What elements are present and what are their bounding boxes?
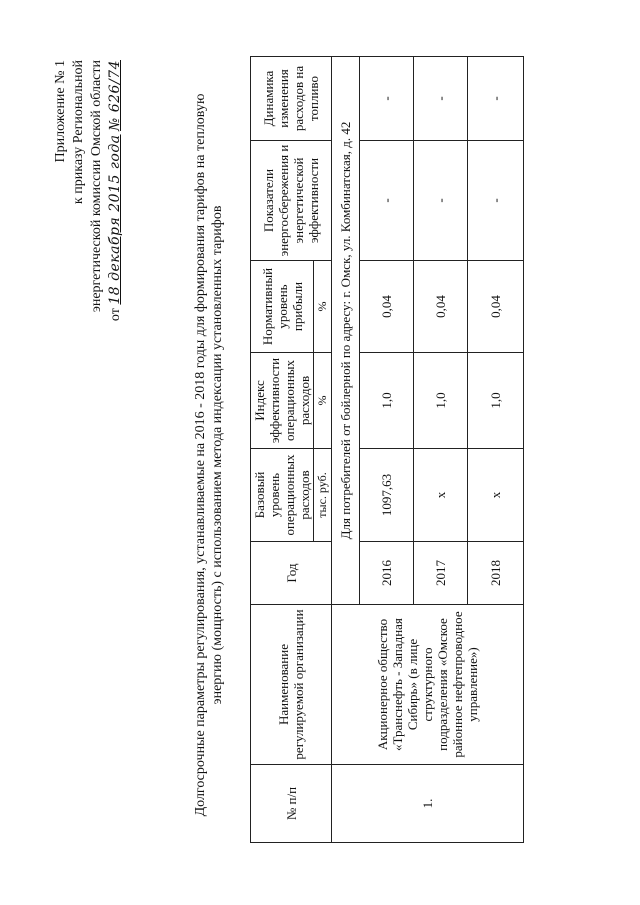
cell-energy: - bbox=[360, 141, 414, 261]
organization-name: Акционерное общество «Транснефть - Западная Сибирь» (в лице структурного подразделения «Омское районное нефтепроводное управление») bbox=[332, 605, 524, 765]
cell-profit: 0,04 bbox=[414, 261, 468, 353]
cell-energy: - bbox=[414, 141, 468, 261]
header-num: № п/п bbox=[251, 765, 332, 843]
annex-line-3: энергетической комиссии Омской области bbox=[89, 60, 104, 313]
cell-base: 1097,63 bbox=[360, 449, 414, 542]
annex-line-2: к приказу Региональной bbox=[71, 60, 86, 205]
cell-base: x bbox=[468, 449, 524, 542]
annex-number-handwritten: № 626/74 bbox=[107, 60, 123, 131]
header-base: Базовый уровень операционных расходов bbox=[251, 449, 314, 542]
unit-index: % bbox=[314, 353, 332, 449]
cell-year: 2017 bbox=[414, 542, 468, 605]
header-org: Наименование регулируемой организации bbox=[251, 605, 332, 765]
annex-title: Приложение № 1 bbox=[53, 60, 68, 163]
row-number: 1. bbox=[332, 765, 524, 843]
header-profit: Нормативный уровень прибыли bbox=[251, 261, 314, 353]
cell-index: 1,0 bbox=[414, 353, 468, 449]
heading-line-2: энергию (мощность) с использованием метода индексации установленных тарифов bbox=[210, 205, 225, 705]
header-fuel: Динамика изменения расходов на топливо bbox=[251, 57, 332, 141]
cell-profit: 0,04 bbox=[360, 261, 414, 353]
cell-fuel: - bbox=[414, 57, 468, 141]
document-heading bbox=[192, 65, 226, 845]
location-row: Для потребителей от бойлерной по адресу: г. Омск, ул. Комбинатская, д. 42 bbox=[332, 57, 360, 605]
cell-profit: 0,04 bbox=[468, 261, 524, 353]
header-energy: Показатели энергосбережения и энергетической эффективности bbox=[251, 141, 332, 261]
annex-from: от bbox=[108, 308, 123, 322]
cell-fuel: - bbox=[360, 57, 414, 141]
header-index: Индекс эффективности операционных расходов bbox=[251, 353, 314, 449]
cell-energy: - bbox=[468, 141, 524, 261]
cell-year: 2018 bbox=[468, 542, 524, 605]
unit-base: тыс. руб. bbox=[314, 449, 332, 542]
unit-profit: % bbox=[314, 261, 332, 353]
annex-line-4 bbox=[106, 60, 125, 321]
header-year: Год bbox=[251, 542, 332, 605]
cell-fuel: - bbox=[468, 57, 524, 141]
cell-base: x bbox=[414, 449, 468, 542]
heading-line-1: Долгосрочные параметры регулирования, устанавливаемые на 2016 - 2018 годы для формирования тарифов на тепловую bbox=[193, 93, 208, 817]
cell-index: 1,0 bbox=[360, 353, 414, 449]
parameters-table bbox=[250, 56, 524, 843]
cell-index: 1,0 bbox=[468, 353, 524, 449]
annex-date-handwritten: 18 декабря 2015 года bbox=[107, 134, 123, 305]
cell-year: 2016 bbox=[360, 542, 414, 605]
annex-block bbox=[52, 60, 125, 321]
